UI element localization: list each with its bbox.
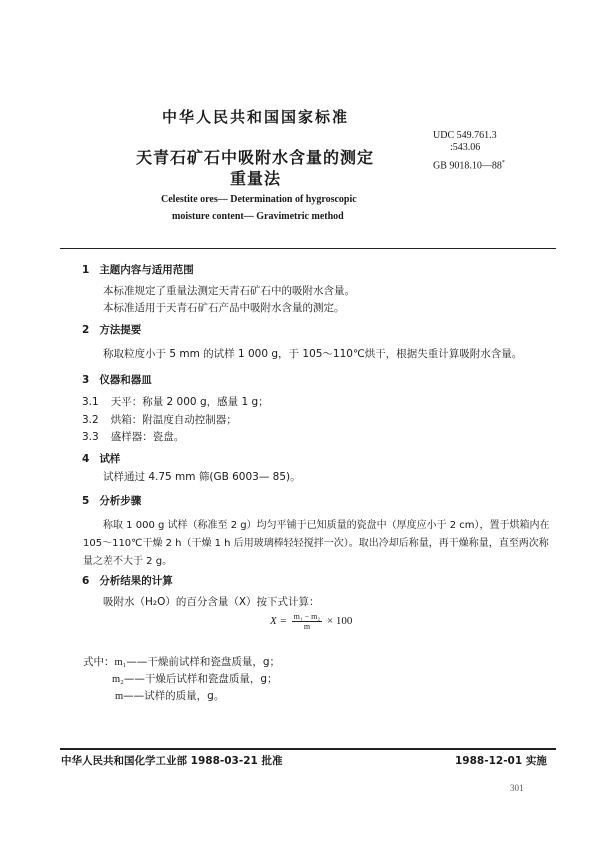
national-standard-heading: 中华人民共和国国家标准 [162,108,350,126]
item-number: 3.3 [82,431,99,443]
item-text: 烘箱：附温度自动控制器； [110,414,237,426]
section-title: 分析步骤 [99,495,142,507]
symbol: m₁ [114,657,127,668]
item-text: 天平：称量 2 000 g，感量 1 g； [110,396,269,408]
paragraph: 吸附水（H₂O）的百分含量（X）按下式计算： [103,596,320,608]
list-item [82,429,184,444]
paragraph-line: 105～110℃干燥 2 h（干燥 1 h 后用玻璃棒轻轻搅拌一次）。取出冷却后称量，再干燥称量，直至两次称 [83,538,549,549]
implementation-date: 1988-12-01 实施 [455,755,547,767]
paragraph: 试样通过 4.75 mm 筛(GB 6003— 85)。 [103,471,301,483]
gb-number [433,160,505,171]
item-number: 3.1 [82,396,99,408]
section-number: 2 [82,324,90,336]
document-title: 天青石矿石中吸附水含量的测定 [136,148,375,167]
english-title-line1: Celestite ores— Determination of hygroscopic [161,194,357,205]
item-text: 盛样器：瓷盘。 [110,431,185,443]
approval-info: 中华人民共和国化学工业部 1988-03-21 批准 [61,755,283,767]
formula [270,612,352,631]
definition-text: ——干燥后试样和瓷盘质量，g； [123,673,278,685]
definition-text: ——干燥前试样和瓷盘质量，g； [126,656,280,668]
document-subtitle: 重量法 [230,169,282,188]
section-5-heading [82,493,141,508]
section-title: 主题内容与适用范围 [99,264,194,276]
formula-lhs: X = [270,615,287,628]
footer-divider [60,748,556,750]
definition [115,688,224,703]
paragraph: 本标准规定了重量法测定天青石矿石中的吸附水含量。 [103,285,355,297]
section-number: 4 [82,453,90,465]
symbol: m [115,691,124,702]
section-2-heading [82,322,141,337]
gb-number-text: GB 9018.10—88 [433,160,502,172]
udc-code [433,130,497,141]
section-number: 6 [82,575,90,587]
formula-fraction [292,612,323,631]
section-title: 分析结果的计算 [99,575,173,587]
definition [83,654,280,669]
section-number: 3 [82,374,90,386]
section-3-heading [82,372,152,387]
section-title: 方法提要 [99,324,142,336]
item-number: 3.2 [82,414,99,426]
formula-denominator: m [303,622,311,631]
section-title: 仪器和器皿 [99,374,152,386]
formula-rhs: × 100 [326,615,353,628]
definition-text: ——试样的质量，g。 [123,690,225,702]
symbol: m₂ [112,674,124,685]
english-title-line2: moisture content— Gravimetric method [172,211,344,222]
page-number: 301 [510,783,524,793]
section-title: 试样 [99,453,121,465]
udc-code-line2: :543.06 [450,142,481,153]
paragraph: 本标准适用于天青石矿石产品中吸附水含量的测定。 [103,302,345,314]
section-number: 5 [82,495,90,507]
paragraph-line: 称取 1 000 g 试样（称准至 2 g）均匀平铺于已知质量的瓷盘中（厚度应小于 2 cm），置于烘箱内在 [103,520,550,531]
gb-mark: * [501,160,505,166]
udc-line1: UDC 549.761.3 [433,130,497,141]
section-1-heading [82,262,194,277]
section-4-heading [82,451,120,466]
list-item [82,412,237,427]
header-divider [60,248,556,249]
section-number: 1 [82,264,90,276]
formula-numerator: m₁ − m₂ [293,612,321,621]
paragraph: 称取粒度小于 5 mm 的试样 1 000 g，于 105～110℃烘干，根据失重计算吸附水含量。 [103,348,523,360]
section-6-heading [82,573,173,588]
where-label: 式中： [83,656,115,668]
list-item [82,394,269,409]
definition [112,671,278,686]
paragraph-line: 量之差不大于 2 g。 [83,556,173,567]
